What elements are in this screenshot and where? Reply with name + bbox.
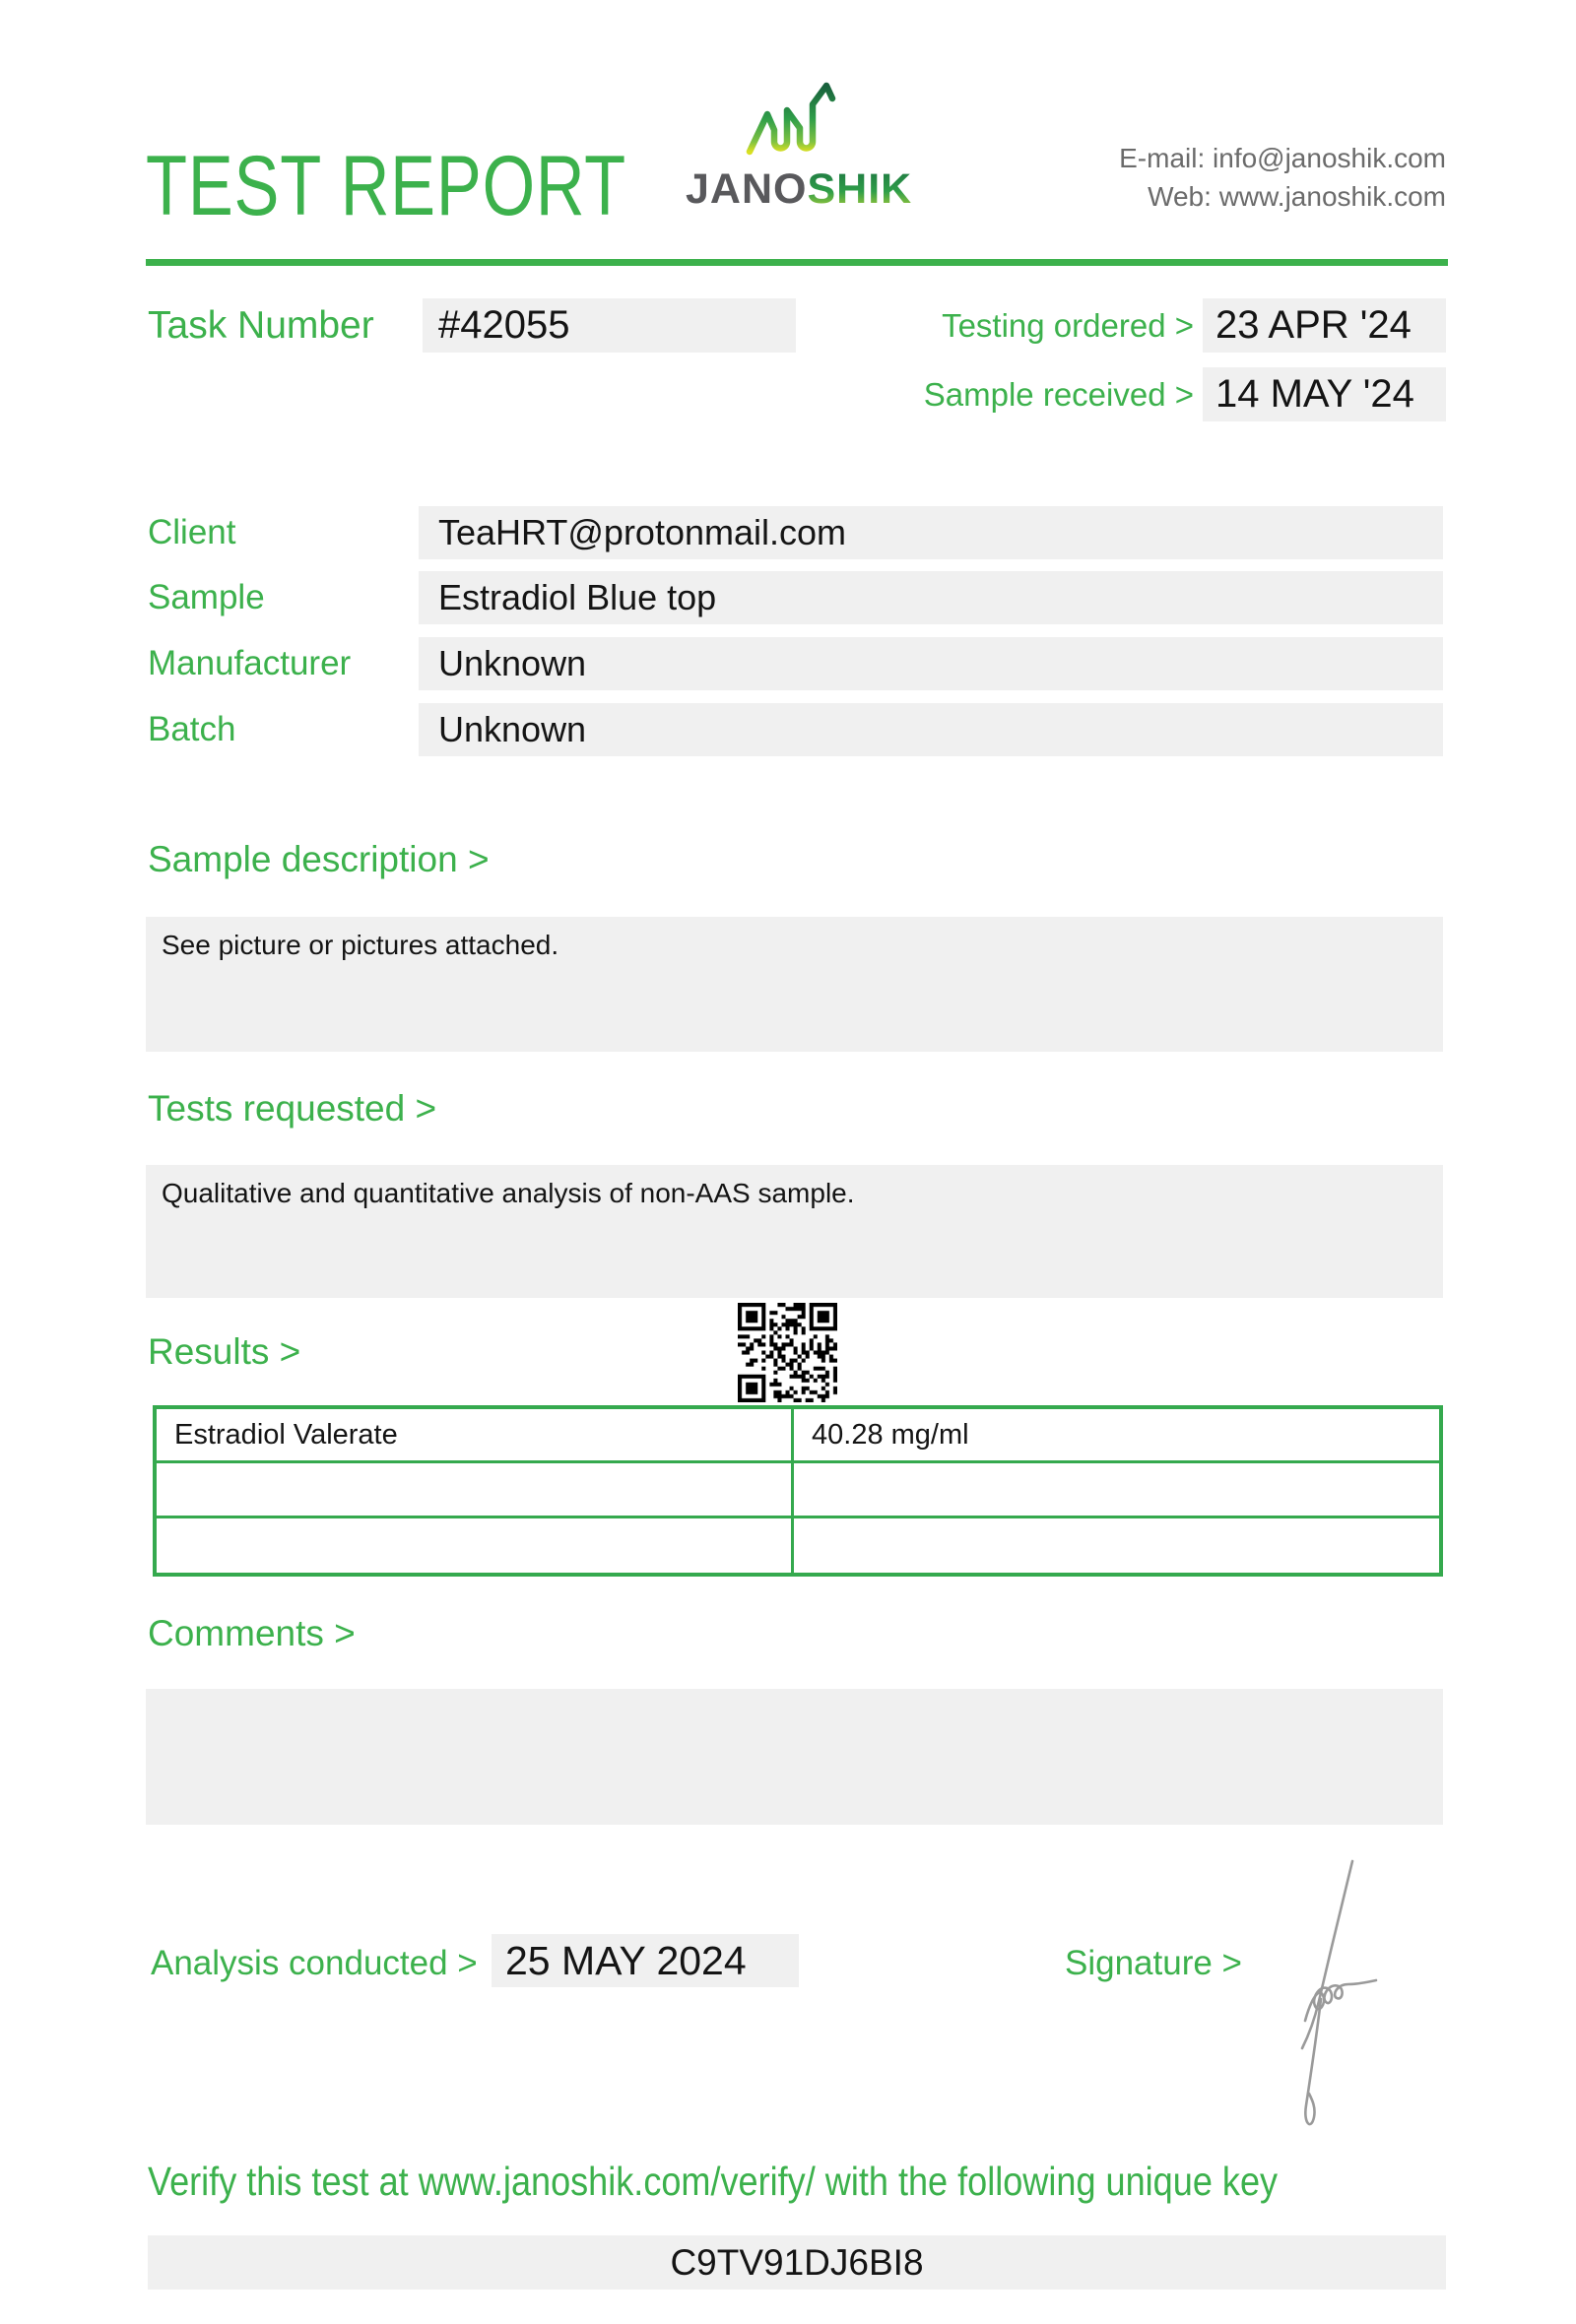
result-name-cell (157, 1463, 794, 1517)
header-divider (146, 259, 1448, 266)
qr-code (738, 1303, 837, 1402)
comments-heading: Comments > (148, 1613, 356, 1653)
client-value: TeaHRT@protonmail.com (419, 506, 1443, 559)
results-table (153, 1405, 1443, 1577)
sample-description-box: See picture or pictures attached. (146, 917, 1443, 1052)
batch-label: Batch (148, 710, 236, 748)
result-value-cell (794, 1463, 1439, 1517)
testing-ordered-date: 23 APR '24 (1203, 298, 1446, 353)
sample-received-label: Sample received > (923, 376, 1194, 413)
manufacturer-label: Manufacturer (148, 644, 352, 682)
batch-value: Unknown (419, 703, 1443, 756)
comments-box (146, 1689, 1443, 1825)
results-heading: Results > (148, 1331, 301, 1372)
task-number-label: Task Number (148, 304, 374, 347)
result-value-cell: 40.28 mg/ml (794, 1409, 1439, 1463)
page-title: TEST REPORT (146, 139, 626, 233)
janoshik-logo (686, 165, 912, 214)
tests-requested-heading: Tests requested > (148, 1088, 437, 1129)
analysis-conducted-label: Analysis conducted > (151, 1944, 478, 1982)
testing-ordered-label: Testing ordered > (942, 307, 1194, 344)
logo-jano: JANO (686, 165, 808, 213)
signature-label: Signature > (1065, 1944, 1242, 1982)
result-name-cell: Estradiol Valerate (157, 1409, 794, 1463)
tests-requested-box: Qualitative and quantitative analysis of non-AAS sample. (146, 1165, 1443, 1298)
client-label: Client (148, 513, 236, 551)
contact-info (1119, 139, 1446, 216)
manufacturer-value: Unknown (419, 637, 1443, 690)
result-value-cell (794, 1518, 1439, 1573)
sample-value: Estradiol Blue top (419, 571, 1443, 624)
contact-web: Web: www.janoshik.com (1148, 181, 1446, 212)
unique-key: C9TV91DJ6BI8 (148, 2235, 1446, 2290)
logo-chart-icon (745, 79, 837, 162)
verify-instruction: Verify this test at www.janoshik.com/verify/ with the following unique key (148, 2159, 1279, 2204)
sample-label: Sample (148, 578, 265, 616)
result-name-cell (157, 1518, 794, 1573)
analysis-date: 25 MAY 2024 (492, 1934, 799, 1987)
signature-scribble (1276, 1851, 1399, 2147)
sample-description-heading: Sample description > (148, 839, 490, 879)
logo-shik: SHIK (807, 165, 913, 213)
contact-email: E-mail: info@janoshik.com (1119, 143, 1446, 173)
sample-received-date: 14 MAY '24 (1203, 367, 1446, 421)
task-number-value: #42055 (423, 298, 796, 353)
